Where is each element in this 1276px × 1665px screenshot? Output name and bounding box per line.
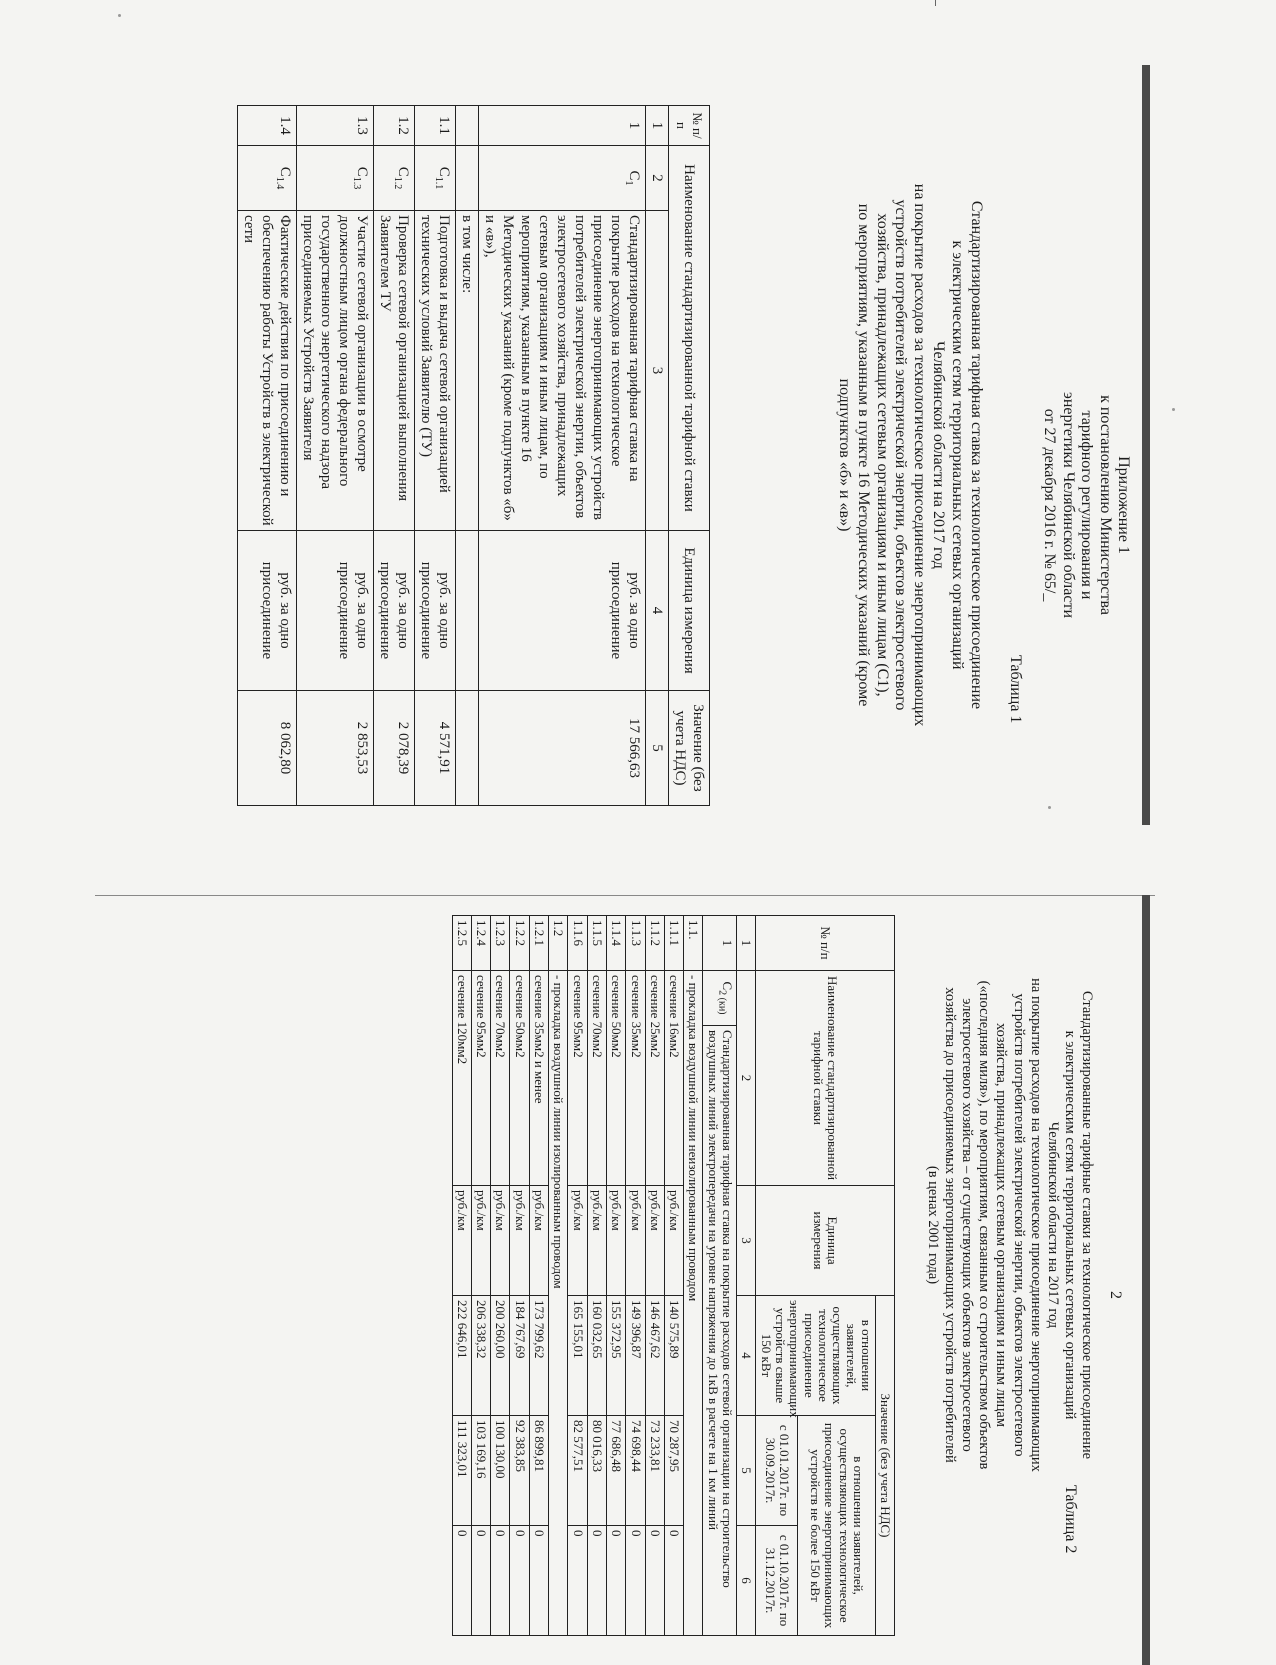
title-line: Стандартизированная тарифная ставка за технологическое присоединение	[968, 200, 985, 710]
title-line: («последняя миля»), по мероприятиям, связанным со строительством объектов	[976, 980, 993, 1470]
rate-code-sub: 1	[623, 180, 634, 186]
table-row	[374, 106, 415, 806]
rate-code	[374, 146, 415, 211]
row-num: 1.1.2	[645, 916, 664, 971]
rate-code-letter: С	[354, 166, 370, 177]
row-value-over150: 155 372,95	[606, 1296, 625, 1416]
row-value-period1: 80 016,33	[587, 1416, 606, 1526]
row-num: 1.1.3	[626, 916, 645, 971]
col-number: 3	[646, 211, 669, 531]
row-name: сечение 120мм2	[452, 971, 471, 1186]
title-line: устройств потребителей электрической энергии, объектов электросетевого	[892, 199, 910, 711]
table-row	[297, 106, 374, 806]
rate-code-sub: 1.2	[392, 176, 403, 190]
rate-name: Стандартизированная тарифная ставка на покрытие расходов на технологическое присоединение энергопринимающих устройств потребителей электрической энергии, объектов электросетевого хозяйства, принадлежащих сетевым организациям и иным лицам, по мероприятиям, указанным в пункте 16 Методических указаний (кроме подпунктов «б» и «в»),	[479, 211, 646, 531]
scan-speck	[118, 14, 121, 17]
table-row	[415, 106, 456, 806]
rate-code-letter: С	[720, 981, 736, 991]
title-line: хозяйства, принадлежащих сетевым организациям и иным лицам (С1),	[873, 213, 891, 697]
rate-code-sub: 1.4	[274, 176, 285, 190]
rate-value: 8 062,80	[238, 691, 297, 806]
scan-speck	[1172, 408, 1175, 411]
title-line: на покрытие расходов на технологическое присоединение энергопринимающих	[1027, 978, 1044, 1472]
row-num: 1.2	[374, 106, 415, 146]
rate-code-sub: 1.3	[351, 176, 362, 190]
appendix-line: от 27 декабря 2016 г. № 65/_	[1041, 408, 1059, 602]
col-number: 2	[737, 971, 756, 1186]
col-number: 1	[646, 106, 669, 146]
row-num: 1.1	[415, 106, 456, 146]
row-unit: руб./км	[529, 1186, 548, 1296]
row-num: 1.2.4	[471, 916, 490, 971]
section-row	[549, 916, 568, 1636]
table-row	[471, 916, 490, 1636]
header-upto150: в отношении заявителей, осуществляющих технологическое присоединение энергопринимающих устройств не более 150 кВт	[798, 1416, 876, 1636]
table-row	[491, 916, 510, 1636]
row-value-over150: 184 767,69	[510, 1296, 529, 1416]
appendix-line: энергетики Челябинской области	[1059, 391, 1077, 619]
row-name: сечение 70мм2	[491, 971, 510, 1186]
including-row	[456, 106, 479, 806]
header-period1: с 01.01.2017г. по 30.09.2017г.	[756, 1416, 798, 1526]
row-value-period2: 0	[568, 1526, 587, 1636]
title-line: хозяйства, принадлежащих сетевым организациям и иным лицам	[993, 1022, 1010, 1428]
table-row-main	[703, 916, 737, 1636]
rate-unit: руб. за одно присоединение	[479, 531, 646, 691]
row-unit: руб./км	[452, 1186, 471, 1296]
header-value: Значение (без учета НДС)	[669, 691, 710, 806]
page-1	[100, 65, 1150, 825]
col-number: 5	[646, 691, 669, 806]
rate-name: Подготовка и выдача сетевой организацией технических условий Заявителю (ТУ)	[415, 211, 456, 531]
title-line: Челябинской области на 2017 год	[1044, 1121, 1061, 1329]
table-header-row	[669, 106, 710, 806]
header-name: Наименование стандартизированной тарифной ставки	[669, 146, 710, 531]
row-value-period2: 0	[606, 1526, 625, 1636]
row-value-period1: 100 130,00	[491, 1416, 510, 1526]
row-unit: руб./км	[587, 1186, 606, 1296]
header-unit: Единица измерения	[669, 531, 710, 691]
table-row	[587, 916, 606, 1636]
row-value-period2: 0	[587, 1526, 606, 1636]
rate-unit: руб. за одно присоединение	[238, 531, 297, 691]
scan-mark	[935, 0, 948, 6]
row-value-period1: 74 698,44	[626, 1416, 645, 1526]
binding-edge	[1142, 895, 1150, 1665]
row-unit: руб./км	[491, 1186, 510, 1296]
row-name: сечение 50мм2	[606, 971, 625, 1186]
row-value-over150: 140 575,89	[664, 1296, 683, 1416]
row-name: сечение 35мм2 и менее	[529, 971, 548, 1186]
row-unit: руб./км	[645, 1186, 664, 1296]
row-value-over150: 222 646,01	[452, 1296, 471, 1416]
row-value-period1: 77 686,48	[606, 1416, 625, 1526]
section-num: 1.2	[549, 916, 568, 971]
title-line: Стандартизированные тарифные ставки за технологическое присоединение	[1079, 990, 1095, 1460]
row-value-over150: 200 260,00	[491, 1296, 510, 1416]
row-value-over150: 160 032,65	[587, 1296, 606, 1416]
table-row	[529, 916, 548, 1636]
col-number: 3	[737, 1186, 756, 1296]
page-number: 2	[1107, 1291, 1124, 1299]
rate-unit: руб. за одно присоединение	[415, 531, 456, 691]
row-name: сечение 95мм2	[568, 971, 587, 1186]
row-value-period2: 0	[645, 1526, 664, 1636]
section-name: - прокладка воздушной линии неизолированным проводом	[684, 971, 703, 1636]
row-value-period1: 103 169,16	[471, 1416, 490, 1526]
row-name: сечение 70мм2	[587, 971, 606, 1186]
table-row	[626, 916, 645, 1636]
row-unit: руб./км	[471, 1186, 490, 1296]
title-line: подпунктов «б» и «в»)	[835, 378, 853, 532]
row-num: 1.3	[297, 106, 374, 146]
rate-code	[415, 146, 456, 211]
col-number: 6	[737, 1526, 756, 1636]
col-number: 1	[737, 916, 756, 971]
title-line: устройств потребителей электрической энергии, объектов электросетевого	[1010, 993, 1027, 1457]
rate-unit: руб. за одно присоединение	[374, 531, 415, 691]
row-name: сечение 50мм2	[510, 971, 529, 1186]
rate-value: 17 566,63	[479, 691, 646, 806]
rate-unit: руб. за одно присоединение	[297, 531, 374, 691]
row-num: 1.2.2	[510, 916, 529, 971]
row-value-period1: 86 899,81	[529, 1416, 548, 1526]
row-unit: руб./км	[626, 1186, 645, 1296]
header-over150: в отношении заявителей, осуществляющих технологическое присоединение энергопринимающих устройств свыше 150 кВт	[756, 1296, 875, 1416]
row-value-period2: 0	[491, 1526, 510, 1636]
title-line: хозяйства до присоединяемых энергопринимающих устройств потребителей	[942, 987, 959, 1463]
rate-code	[703, 971, 737, 1026]
rate-name: Фактические действия по присоединению и обеспечению работы Устройств в электрической сети	[238, 211, 297, 531]
row-num: 1.4	[238, 106, 297, 146]
col-number: 4	[737, 1296, 756, 1416]
column-number-row	[646, 106, 669, 806]
row-num: 1.2.5	[452, 916, 471, 971]
appendix-line: к постановлению Министерства	[1096, 395, 1114, 615]
title-line: (в ценах 2001 года)	[925, 1165, 942, 1285]
rate-value: 4 571,91	[415, 691, 456, 806]
row-name: сечение 25мм2	[645, 971, 664, 1186]
rate-code-letter: С	[277, 166, 293, 177]
column-number-row	[737, 916, 756, 1636]
row-value-period1: 111 323,01	[452, 1416, 471, 1526]
header-num: № п/п	[756, 916, 895, 971]
title-line: к электрическим сетям территориальных сетевых организаций	[1061, 1030, 1078, 1420]
rate-name: Стандартизированная тарифная ставка на покрытие расходов сетевой организации на строительство воздушных линий электропередачи на уровне напряжения до 1кВ в расчете на 1 км линий	[703, 1026, 737, 1636]
table-header-row	[875, 916, 894, 1636]
row-unit: руб./км	[606, 1186, 625, 1296]
row-value-period2: 0	[510, 1526, 529, 1636]
table-row	[510, 916, 529, 1636]
row-num: 1.1.4	[606, 916, 625, 971]
including-label: в том числе:	[456, 211, 479, 531]
row-unit: руб./км	[664, 1186, 683, 1296]
title-line: на покрытие расходов за технологическое присоединение энергопринимающих	[911, 183, 929, 727]
row-value-period2: 0	[452, 1526, 471, 1636]
row-value-period2: 0	[664, 1526, 683, 1636]
page-2	[100, 895, 1150, 1655]
row-value-over150: 165 155,01	[568, 1296, 587, 1416]
row-num: 1.1.5	[587, 916, 606, 971]
appendix-line: Приложение 1	[1115, 456, 1132, 554]
title-line: электросетевого хозяйства – от существующих объектов электросетевого	[959, 998, 976, 1452]
row-num: 1.1.6	[568, 916, 587, 971]
row-value-over150: 146 467,62	[645, 1296, 664, 1416]
section-row	[684, 916, 703, 1636]
title-line: Челябинской области на 2017 год	[930, 341, 948, 569]
row-value-over150: 149 396,87	[626, 1296, 645, 1416]
rate-code	[238, 146, 297, 211]
header-unit: Единица измерения	[756, 1186, 895, 1296]
section-num: 1.1.	[684, 916, 703, 971]
table-label: Таблица 2	[1062, 1485, 1079, 1554]
binding-edge	[1142, 65, 1150, 825]
table-row	[568, 916, 587, 1636]
header-name: Наименование стандартизированной тарифной ставки	[756, 971, 895, 1186]
col-number: 4	[646, 531, 669, 691]
header-num: № п/п	[669, 106, 710, 146]
row-name: сечение 95мм2	[471, 971, 490, 1186]
row-unit: руб./км	[510, 1186, 529, 1296]
table-title	[924, 915, 1095, 1535]
rate-name: Участие сетевой организации в осмотре должностным лицом органа федерального государственного энергетического надзора присоединяемых Устройств Заявителя	[297, 211, 374, 531]
rate-code	[297, 146, 374, 211]
rate-code-sub: 2 (ки)	[716, 990, 728, 1015]
rate-code-sub: 1.1	[433, 176, 444, 190]
table-row	[606, 916, 625, 1636]
title-line: по мероприятиям, указанным в пункте 16 Методических указаний (кроме	[854, 203, 872, 707]
rate-code-letter: С	[626, 170, 642, 181]
rate-code	[479, 146, 646, 211]
table-row	[452, 916, 471, 1636]
row-num: 1	[479, 106, 646, 146]
tariff-table-1	[237, 105, 710, 806]
row-value-period2: 0	[626, 1526, 645, 1636]
table-label: Таблица 1	[1007, 655, 1024, 724]
title-line: к электрическим сетям территориальных сетевых организаций	[949, 240, 967, 670]
row-num: 1	[703, 916, 737, 971]
header-value-group: Значение (без учета НДС)	[875, 1296, 894, 1636]
row-value-period1: 70 287,95	[664, 1416, 683, 1526]
row-name: сечение 16мм2	[664, 971, 683, 1186]
table-row	[238, 106, 297, 806]
rate-name: Проверка сетевой организацией выполнения Заявителем ТУ	[374, 211, 415, 531]
row-value-period1: 73 233,81	[645, 1416, 664, 1526]
col-number: 5	[737, 1416, 756, 1526]
table-row	[645, 916, 664, 1636]
row-num: 1.1.1	[664, 916, 683, 971]
row-value-period1: 82 577,51	[568, 1416, 587, 1526]
col-number: 2	[646, 146, 669, 211]
appendix-header	[1040, 295, 1132, 715]
section-name: - прокладка воздушной линии изолированным проводом	[549, 971, 568, 1636]
row-name: сечение 35мм2	[626, 971, 645, 1186]
table-row	[664, 916, 683, 1636]
table-title	[834, 105, 985, 805]
row-unit: руб./км	[568, 1186, 587, 1296]
appendix-line: тарифного регулирования и	[1078, 410, 1096, 600]
row-value-period2: 0	[471, 1526, 490, 1636]
rate-value: 2 078,39	[374, 691, 415, 806]
row-value-period2: 0	[529, 1526, 548, 1636]
table-row-c1	[479, 106, 646, 806]
rate-value: 2 853,53	[297, 691, 374, 806]
row-num: 1.2.3	[491, 916, 510, 971]
header-period2: с 01.10.2017г. по 31.12.2017г.	[756, 1526, 798, 1636]
rate-code-letter: С	[395, 166, 411, 177]
row-value-period1: 92 383,85	[510, 1416, 529, 1526]
tariff-table-2	[452, 915, 895, 1636]
row-value-over150: 206 338,32	[471, 1296, 490, 1416]
row-num: 1.2.1	[529, 916, 548, 971]
row-value-over150: 173 799,62	[529, 1296, 548, 1416]
rate-code-letter: С	[436, 166, 452, 177]
